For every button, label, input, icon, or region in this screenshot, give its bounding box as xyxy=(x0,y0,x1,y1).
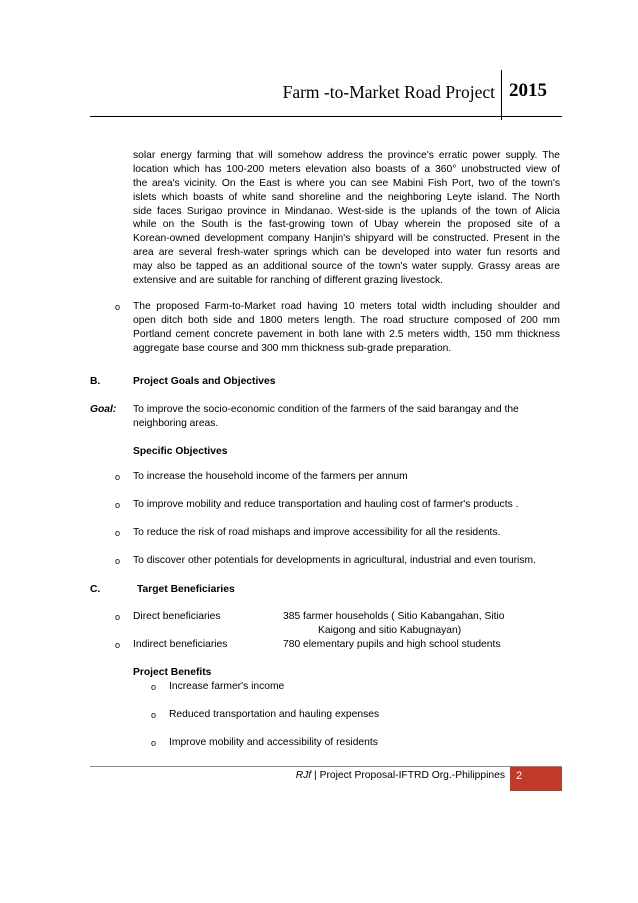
section-b-title: Project Goals and Objectives xyxy=(133,376,276,387)
paragraph-line: solar energy farming that will somehow address the province's erratic power supply. The xyxy=(133,150,560,161)
bullet-icon: o xyxy=(115,640,121,650)
header-year: 2015 xyxy=(509,80,547,101)
bullet-icon: o xyxy=(115,302,121,312)
paragraph-line: extensive and are suitable for ranching of different grazing livestock. xyxy=(133,275,444,287)
bullet-icon: o xyxy=(115,528,121,538)
paragraph-line: aggregate base course and 300 mm thickness sub-grade preparation. xyxy=(133,342,452,354)
intro-paragraph xyxy=(133,149,560,288)
benefit-item: Increase farmer's income xyxy=(169,681,285,692)
header-title: Farm -to-Market Road Project xyxy=(282,82,495,102)
header-divider xyxy=(501,70,502,120)
section-c-title: Target Beneficiaries xyxy=(137,584,235,595)
paragraph-line: the area's vicinity. On the East is where you can see Mabini Fish Port, two of the town's xyxy=(133,177,560,189)
bullet-icon: o xyxy=(115,556,121,566)
objective-item: To increase the household income of the farmers per annum xyxy=(133,471,408,482)
road-paragraph xyxy=(133,300,560,356)
footer-separator: | xyxy=(314,770,317,781)
direct-beneficiaries-value: Kaigong and sitio Kabugnayan) xyxy=(318,625,462,636)
benefit-item: Improve mobility and accessibility of residents xyxy=(169,737,378,748)
paragraph-line: islets which boasts of white sand shoreline and the neighboring Leyte island. The North xyxy=(133,191,560,203)
bullet-icon: o xyxy=(151,738,157,748)
direct-beneficiaries-value: 385 farmer households ( Sitio Kabangahan, Sitio xyxy=(283,611,505,622)
footer-text xyxy=(200,770,505,781)
indirect-beneficiaries-value: 780 elementary pupils and high school students xyxy=(283,639,501,650)
indirect-beneficiaries-label: Indirect beneficiaries xyxy=(133,639,228,650)
section-c-letter: C. xyxy=(90,584,101,595)
bullet-icon: o xyxy=(151,710,157,720)
objective-item: To reduce the risk of road mishaps and improve accessibility for all the residents. xyxy=(133,527,501,538)
specific-objectives-heading: Specific Objectives xyxy=(133,446,228,457)
direct-beneficiaries-label: Direct beneficiaries xyxy=(133,611,221,622)
footer-rule xyxy=(90,766,562,767)
header-rule xyxy=(90,116,562,117)
goal-text: neighboring areas. xyxy=(133,418,219,429)
paragraph-line: open ditch both side and 1800 meters length. The road structure composed of 200 mm xyxy=(133,314,560,326)
page-number: 2 xyxy=(516,770,523,782)
paragraph-line: The proposed Farm-to-Market road having 10 meters total width including shoulder and xyxy=(133,301,560,312)
bullet-icon: o xyxy=(151,682,157,692)
paragraph-line: may also be tapped as an additional source of the town's water supply. Grassy areas are xyxy=(133,261,560,273)
paragraph-line: Portland cement concrete pavement in both lane with 2.5 meters width, 150 mm thickness xyxy=(133,328,560,340)
paragraph-line: Korean-owned development company Hanjin's shipyard will be constructed. Present in the xyxy=(133,233,560,245)
bullet-icon: o xyxy=(115,612,121,622)
objective-item: To discover other potentials for developments in agricultural, industrial and even tourism. xyxy=(133,555,536,566)
footer-title: Project Proposal-IFTRD Org.-Philippines xyxy=(319,770,505,781)
goal-label: Goal: xyxy=(90,404,117,415)
footer-author: RJf xyxy=(295,770,312,781)
bullet-icon: o xyxy=(115,500,121,510)
objective-item: To improve mobility and reduce transportation and hauling cost of farmer's products . xyxy=(133,499,519,510)
paragraph-line: side faces Surigao province in Mindanao. West-side is the uplands of the town of Alicia xyxy=(133,205,560,217)
benefit-item: Reduced transportation and hauling expenses xyxy=(169,709,380,720)
section-b-letter: B. xyxy=(90,376,101,387)
goal-text: To improve the socio-economic condition of the farmers of the said barangay and the xyxy=(133,404,519,415)
paragraph-line: location which has 100-200 meters elevation also boasts of a 360° unobstructed view of xyxy=(133,163,560,175)
bullet-icon: o xyxy=(115,472,121,482)
project-benefits-heading: Project Benefits xyxy=(133,667,212,678)
paragraph-line: while on the South is the fast-growing town of Ubay wherein the proposed site of a xyxy=(133,219,560,231)
paragraph-line: area are several fresh-water springs which can be developed into water fun resorts and xyxy=(133,247,560,259)
